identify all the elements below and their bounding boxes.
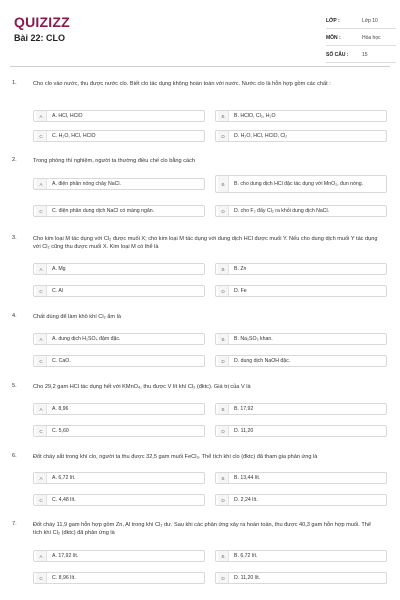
- meta-row-subject: [326, 31, 396, 46]
- option-d[interactable]: [215, 572, 387, 584]
- quizizz-logo: QUIZIZZ: [14, 14, 70, 30]
- option-text: C. 8,96 lít.: [52, 575, 76, 581]
- question-number: 4.: [12, 313, 17, 319]
- option-letter: D: [218, 131, 229, 141]
- option-text: A. 8,96: [52, 406, 69, 412]
- option-b[interactable]: [215, 175, 387, 193]
- option-a[interactable]: [33, 403, 205, 415]
- meta-value: Hóa học: [362, 35, 381, 41]
- option-letter: D: [218, 356, 229, 366]
- option-letter: C: [36, 131, 47, 141]
- option-b[interactable]: [215, 110, 387, 122]
- option-letter: C: [36, 286, 47, 296]
- meta-value: 15: [362, 52, 368, 58]
- option-letter: C: [36, 356, 47, 366]
- option-letter: C: [36, 426, 47, 436]
- option-a[interactable]: [33, 178, 205, 190]
- question-text: Cho kim loại M tác dụng với Cl₂ được muối X; cho kim loại M tác dụng với dung dịch HCl được muối Y. Nếu cho dung dịch muối Y tác dụng với Cl₂ cũng thu được muối X. Kim loại M có thể là: [33, 236, 378, 250]
- option-d[interactable]: [215, 205, 387, 217]
- option-text: C. H₂O, HCl, HClO: [52, 133, 96, 139]
- option-text: B. 17,92: [234, 406, 254, 412]
- option-text: C. Al: [52, 288, 63, 294]
- meta-label: LỚP :: [326, 18, 340, 24]
- option-text: B. HClO, Cl₂, H₂O: [234, 113, 276, 119]
- question-text: Cho 29,2 gam HCl tác dụng hết với KMnO₄, thu được V lít khí Cl₂ (đktc). Giá trị của V là: [33, 384, 251, 390]
- option-c[interactable]: [33, 130, 205, 142]
- question-text: Cho clo vào nước, thu được nước clo. Biết clo tác dụng không hoàn toàn với nước. Nước clo là hỗn hợp gồm các chất :: [33, 81, 331, 87]
- header-divider: [10, 66, 390, 67]
- option-c[interactable]: [33, 572, 205, 584]
- question-number: 6.: [12, 453, 17, 459]
- option-letter: A: [36, 334, 47, 344]
- meta-row-class: [326, 14, 396, 29]
- option-text: A. 17,92 lít.: [52, 553, 79, 559]
- option-c[interactable]: [33, 355, 205, 367]
- option-b[interactable]: [215, 550, 387, 562]
- option-d[interactable]: [215, 494, 387, 506]
- option-text: B. Zn: [234, 266, 247, 272]
- option-letter: A: [36, 264, 47, 274]
- option-text: D. 11,20 lít.: [234, 575, 261, 581]
- question-number: 1.: [12, 80, 17, 86]
- option-letter: B: [218, 551, 229, 561]
- option-text: B. 13,44 lít.: [234, 475, 261, 481]
- option-letter: B: [218, 111, 229, 121]
- option-b[interactable]: [215, 403, 387, 415]
- option-letter: B: [218, 404, 229, 414]
- option-d[interactable]: [215, 425, 387, 437]
- question-text: Đốt cháy 11,9 gam hỗn hợp gồm Zn, Al trong khí Cl₂ dư. Sau khi các phản ứng xảy ra hoàn toàn, thu được 40,3 gam hỗn hợp muối. Thể tích khí Cl₂ (đktc) đã phản ứng là: [33, 522, 371, 536]
- option-letter: B: [218, 176, 229, 192]
- option-b[interactable]: [215, 263, 387, 275]
- option-c[interactable]: [33, 494, 205, 506]
- question-number: 7.: [12, 521, 17, 527]
- option-letter: D: [218, 573, 229, 583]
- option-a[interactable]: [33, 472, 205, 484]
- meta-label: MÔN :: [326, 35, 341, 41]
- option-text: C. 4,48 lít.: [52, 497, 76, 503]
- option-a[interactable]: [33, 263, 205, 275]
- option-text: A. dung dịch H₂SO₄ đậm đặc.: [52, 336, 121, 342]
- option-a[interactable]: [33, 550, 205, 562]
- option-letter: D: [218, 495, 229, 505]
- option-text: A. HCl, HClO: [52, 113, 83, 119]
- question-number: 5.: [12, 383, 17, 389]
- option-letter: C: [36, 495, 47, 505]
- option-c[interactable]: [33, 285, 205, 297]
- meta-block: [326, 14, 396, 65]
- option-letter: A: [36, 111, 47, 121]
- option-text: D. Fe: [234, 288, 247, 294]
- option-d[interactable]: [215, 285, 387, 297]
- option-text: C. CaO.: [52, 358, 71, 364]
- meta-label: SỐ CÂU :: [326, 52, 349, 58]
- option-letter: C: [36, 206, 47, 216]
- option-letter: A: [36, 179, 47, 189]
- option-a[interactable]: [33, 333, 205, 345]
- option-text: D. dung dịch NaOH đặc.: [234, 358, 291, 364]
- option-letter: A: [36, 404, 47, 414]
- option-letter: C: [36, 573, 47, 583]
- option-d[interactable]: [215, 130, 387, 142]
- option-text: D. 11,20: [234, 428, 254, 434]
- page-title: Bài 22: CLO: [14, 33, 66, 43]
- option-letter: A: [36, 473, 47, 483]
- option-text: C. điện phân dung dịch NaCl có màng ngăn.: [52, 208, 155, 214]
- option-letter: D: [218, 286, 229, 296]
- question-text: Chất dùng để làm khô khí Cl₂ ẩm là: [33, 314, 121, 320]
- option-letter: D: [218, 426, 229, 436]
- option-letter: D: [218, 206, 229, 216]
- option-letter: B: [218, 264, 229, 274]
- option-c[interactable]: [33, 205, 205, 217]
- option-a[interactable]: [33, 110, 205, 122]
- meta-row-count: [326, 48, 396, 63]
- option-text: D. 2,24 lít.: [234, 497, 258, 503]
- option-text: A. 6,72 lít.: [52, 475, 76, 481]
- question-number: 2.: [12, 157, 17, 163]
- option-text: D. cho F₂ đẩy Cl₂ ra khỏi dung dịch NaCl.: [234, 208, 330, 214]
- option-text: C. 5,60: [52, 428, 69, 434]
- option-text: B. Na₂SO₃ khan.: [234, 336, 273, 342]
- question-text: Trong phòng thí nghiệm, người ta thường điều chế clo bằng cách: [33, 158, 196, 164]
- option-text: B. 6,72 lít.: [234, 553, 258, 559]
- question-text: Đốt cháy sắt trong khí clo, người ta thu được 32,5 gam muối FeCl₃. Thể tích khí clo (đktc) đã tham gia phản ứng là: [33, 454, 318, 460]
- option-letter: B: [218, 473, 229, 483]
- option-d[interactable]: [215, 355, 387, 367]
- option-c[interactable]: [33, 425, 205, 437]
- question-number: 3.: [12, 235, 17, 241]
- option-letter: B: [218, 334, 229, 344]
- option-text: D. H₂O, HCl, HClO, Cl₂: [234, 133, 288, 139]
- option-text: A. Mg: [52, 266, 66, 272]
- option-text: A. điện phân nóng chảy NaCl.: [52, 181, 121, 187]
- option-b[interactable]: [215, 472, 387, 484]
- meta-value: Lớp 10: [362, 18, 378, 24]
- option-b[interactable]: [215, 333, 387, 345]
- option-text: B. cho dung dịch HCl đặc tác dụng với MnO₂, đun nóng.: [234, 181, 364, 187]
- option-letter: A: [36, 551, 47, 561]
